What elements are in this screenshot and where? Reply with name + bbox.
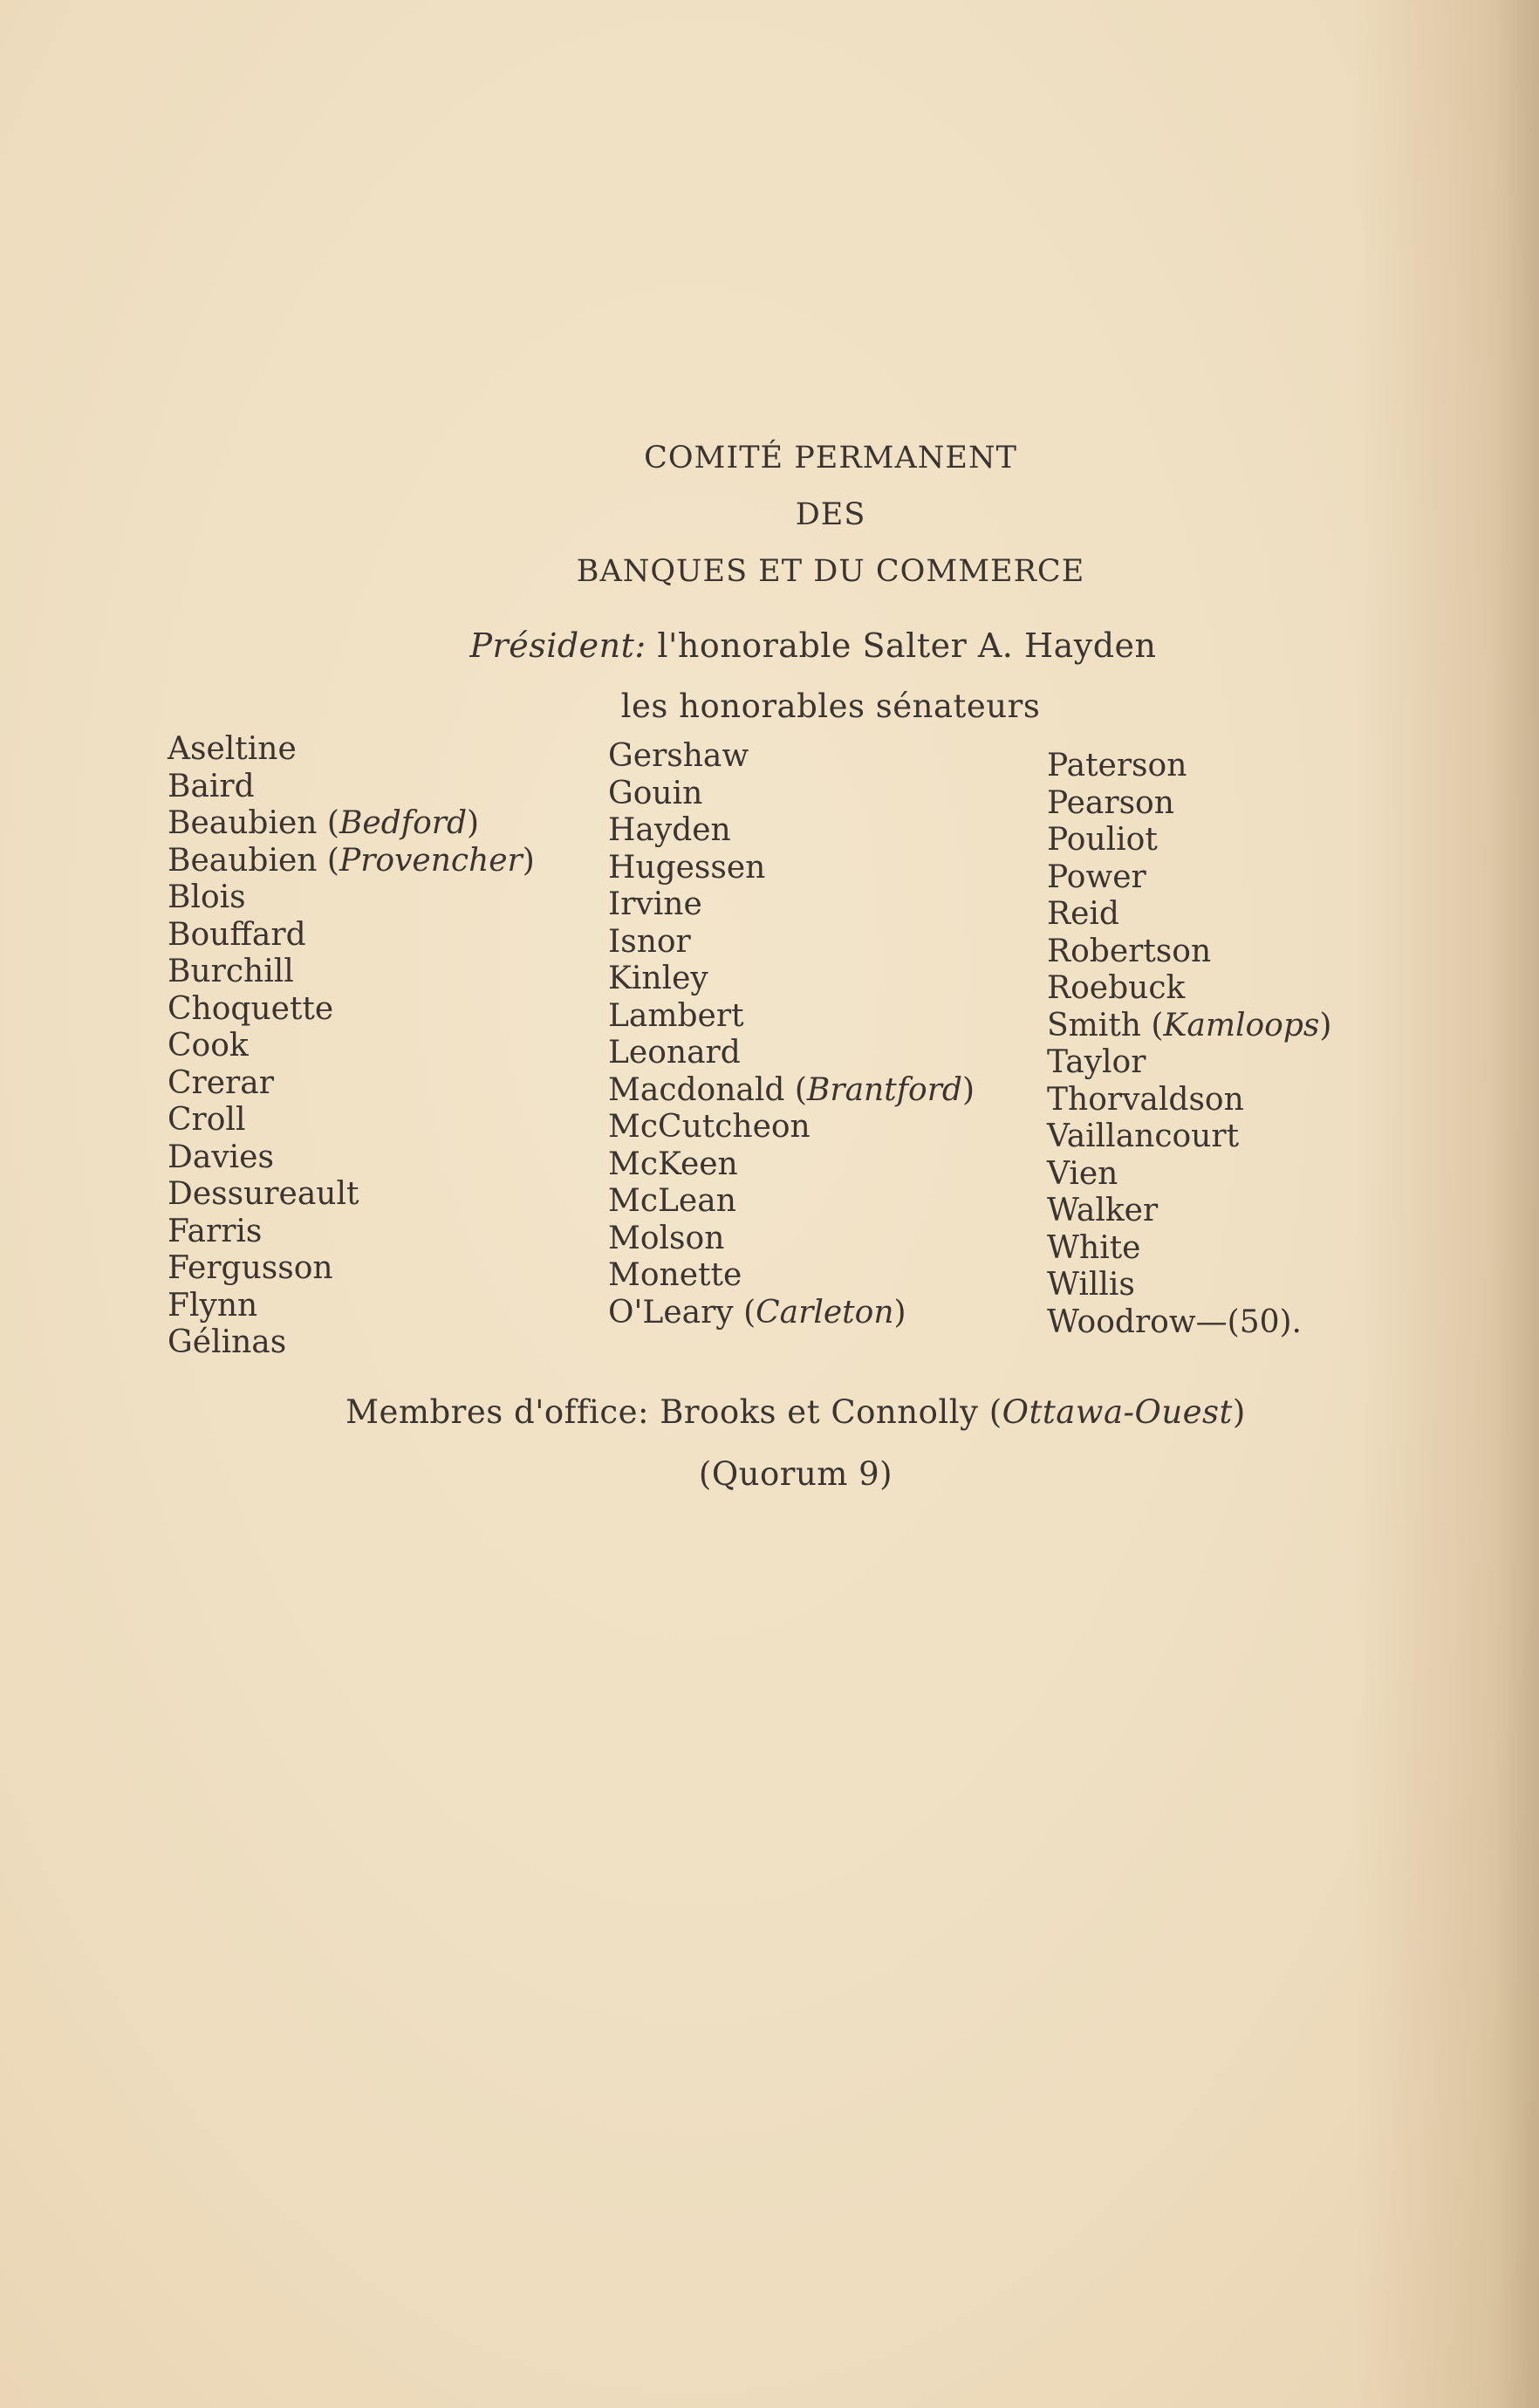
- senator-name: Blois: [168, 879, 246, 915]
- senator-name: Woodrow—(50).: [1047, 1303, 1302, 1340]
- senator-name: Flynn: [168, 1287, 258, 1324]
- senator-name: Fergusson: [168, 1250, 333, 1286]
- senator-column-3: [1047, 748, 1331, 1341]
- senator-riding: (Carleton): [733, 1294, 906, 1331]
- senator-entry: [608, 1295, 975, 1332]
- senator-name: Beaubien: [168, 842, 318, 879]
- senator-entry: [168, 1065, 535, 1103]
- senator-riding: (Bedford): [317, 805, 480, 841]
- senator-entry: [168, 1250, 535, 1288]
- committee-title-line1: COMITÉ PERMANENT: [644, 441, 1017, 475]
- senator-entry: [168, 1176, 535, 1214]
- senator-name: Roebuck: [1047, 970, 1186, 1006]
- senator-name: Reid: [1047, 896, 1119, 932]
- senator-entry: [608, 850, 975, 887]
- senator-entry: [168, 1028, 535, 1065]
- senator-entry: [1047, 896, 1331, 934]
- senator-entry: [608, 998, 975, 1036]
- senator-name: White: [1047, 1229, 1141, 1266]
- senator-entry: [608, 1035, 975, 1072]
- senator-name: McKeen: [608, 1146, 738, 1182]
- ex-officio-riding: (Ottawa-Ouest): [988, 1393, 1246, 1431]
- senator-entry: [1047, 1193, 1331, 1230]
- senator-name: Smith: [1047, 1007, 1141, 1043]
- senator-name: Molson: [608, 1220, 725, 1256]
- senator-name: Dessureault: [168, 1176, 359, 1212]
- senator-name: Paterson: [1047, 748, 1187, 783]
- quorum-line: (Quorum 9): [698, 1455, 893, 1493]
- senator-riding: (Provencher): [317, 842, 535, 879]
- senator-entry: [1047, 785, 1331, 823]
- senator-name: Gershaw: [608, 738, 749, 774]
- senator-entry: [1047, 1008, 1331, 1045]
- president-label: Président:: [469, 626, 646, 665]
- senator-entry: [608, 1146, 975, 1184]
- senator-name: Baird: [168, 768, 255, 804]
- senator-name: Vien: [1047, 1155, 1118, 1192]
- senator-name: Walker: [1047, 1193, 1159, 1228]
- senator-name: Monette: [608, 1257, 742, 1293]
- senator-entry: [168, 1139, 535, 1177]
- senator-riding: (Brantford): [784, 1071, 975, 1108]
- ex-officio-line: [26, 1393, 1539, 1431]
- senator-entry: [608, 1072, 975, 1110]
- senator-name: Hugessen: [608, 849, 766, 886]
- senator-name: Burchill: [168, 954, 294, 989]
- senator-name: Thorvaldson: [1047, 1081, 1244, 1118]
- senator-name: Croll: [168, 1102, 246, 1138]
- senators-heading: les honorables sénateurs: [620, 688, 1041, 725]
- senator-entry: [1047, 1267, 1331, 1304]
- senator-entry: [608, 776, 975, 813]
- senator-name: Kinley: [608, 961, 708, 996]
- senator-name: Davies: [168, 1139, 274, 1175]
- senator-riding: (Kamloops): [1140, 1007, 1332, 1043]
- senator-name: Isnor: [608, 923, 691, 960]
- senator-column-2: [608, 738, 975, 1331]
- committee-title-line3: BANQUES ET DU COMMERCE: [576, 554, 1085, 589]
- senator-entry: [168, 1102, 535, 1139]
- president-name: l'honorable Salter A. Hayden: [657, 626, 1157, 665]
- senator-entry: [168, 843, 535, 880]
- senator-entry: [608, 1183, 975, 1221]
- committee-title-line2: DES: [795, 497, 866, 532]
- senator-entry: [608, 812, 975, 850]
- senator-entry: [168, 805, 535, 843]
- senator-entry: [608, 1257, 975, 1295]
- senator-entry: [1047, 748, 1331, 785]
- senator-entry: [168, 1214, 535, 1251]
- senator-name: Gélinas: [168, 1324, 287, 1360]
- senator-entry: [608, 961, 975, 998]
- senator-entry: [608, 738, 975, 776]
- senator-entry: [168, 991, 535, 1029]
- senator-entry: [1047, 1082, 1331, 1119]
- senator-entry: [1047, 1118, 1331, 1156]
- senator-name: McCutcheon: [608, 1109, 811, 1145]
- senator-name: Vaillancourt: [1047, 1118, 1240, 1154]
- senator-name: Bouffard: [168, 916, 306, 953]
- senator-name: Macdonald: [608, 1071, 785, 1108]
- senator-column-1: [168, 731, 535, 1362]
- senator-name: McLean: [608, 1183, 736, 1219]
- senator-name: Irvine: [608, 886, 702, 922]
- senator-entry: [168, 1288, 535, 1325]
- senator-entry: [168, 1324, 535, 1362]
- senator-name: Choquette: [168, 990, 334, 1027]
- senator-name: Power: [1047, 859, 1146, 895]
- senator-entry: [608, 886, 975, 924]
- senator-name: Pouliot: [1047, 822, 1158, 858]
- senator-entry: [1047, 1044, 1331, 1082]
- senator-name: Crerar: [168, 1064, 274, 1101]
- senator-entry: [1047, 1156, 1331, 1194]
- senator-entry: [1047, 934, 1331, 971]
- senator-entry: [168, 879, 535, 917]
- senator-entry: [608, 1221, 975, 1258]
- senator-name: O'Leary: [608, 1294, 734, 1331]
- senator-name: Willis: [1047, 1267, 1135, 1303]
- senator-name: Cook: [168, 1028, 249, 1064]
- senator-entry: [168, 917, 535, 954]
- senator-name: Gouin: [608, 775, 703, 811]
- senator-name: Leonard: [608, 1035, 741, 1071]
- senator-name: Pearson: [1047, 784, 1174, 821]
- senator-entry: [168, 954, 535, 991]
- senator-name: Hayden: [608, 812, 731, 848]
- senator-name: Lambert: [608, 997, 744, 1034]
- senator-entry: [1047, 1230, 1331, 1268]
- senator-entry: [1047, 1304, 1331, 1342]
- senator-entry: [608, 1109, 975, 1146]
- senator-entry: [608, 924, 975, 961]
- senator-name: Beaubien: [168, 805, 318, 841]
- senator-name: Farris: [168, 1213, 263, 1249]
- ex-officio-text: Membres d'office: Brooks et Connolly: [345, 1393, 979, 1431]
- senator-name: Aseltine: [168, 731, 297, 767]
- senator-entry: [1047, 970, 1331, 1008]
- senator-entry: [1047, 859, 1331, 897]
- senator-entry: [1047, 822, 1331, 859]
- senator-name: Taylor: [1047, 1044, 1146, 1080]
- senator-entry: [168, 769, 535, 806]
- senator-name: Robertson: [1047, 933, 1212, 969]
- president-line: [44, 626, 1539, 665]
- senator-entry: [168, 731, 535, 769]
